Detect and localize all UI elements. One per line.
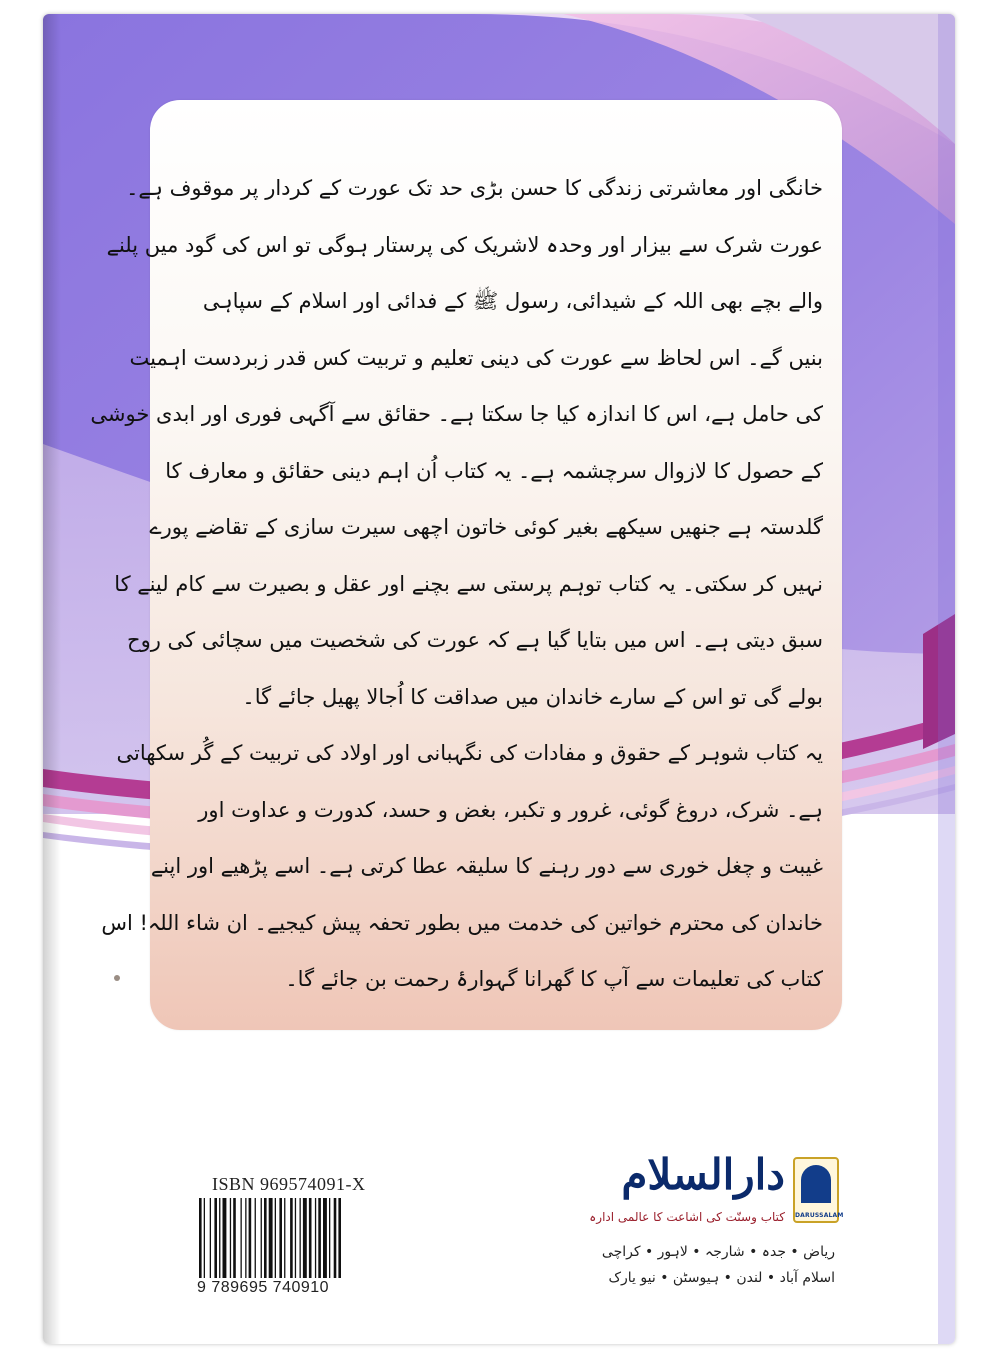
barcode-bar [295, 1198, 296, 1278]
barcode-bar [219, 1198, 220, 1278]
blurb-line: خاندان کی محترم خواتین کی خدمت میں بطور تحفہ پیش کیجیے۔ ان شاء اللہ! اس [101, 910, 823, 935]
barcode-bar [315, 1198, 316, 1278]
cover-blemish [114, 975, 120, 981]
publisher-block [589, 1150, 855, 1300]
blurb-line: غیبت و چغل خوری سے دور رہنے کا سلیقہ عطا کرتی ہے۔ اسے پڑھیے اور اپنے [150, 854, 823, 878]
blurb-line: کتاب کی تعلیمات سے آپ کا گھرانا گہوارۂ رحمت بن جائے گا۔ [285, 967, 823, 991]
barcode-bar [255, 1198, 256, 1278]
barcode [197, 1198, 375, 1278]
blurb-line: کی حامل ہے، اس کا اندازہ کیا جا سکتا ہے۔ حقائق سے آگہی فوری اور ابدی خوشی [90, 402, 823, 426]
blurb-line: ہے۔ شرک، دروغ گوئی، غرور و تکبر، بغض و حسد، کدورت و عداوت اور [198, 797, 823, 822]
blurb-line: بنیں گے۔ اس لحاظ سے عورت کی دینی تعلیم و تربیت کس قدر زبردست اہمیت [129, 345, 823, 370]
publisher-logo-icon [793, 1157, 844, 1223]
barcode-bar [300, 1198, 301, 1278]
barcode-bar [214, 1198, 217, 1278]
barcode-bar [338, 1198, 341, 1278]
barcode-bar [245, 1198, 246, 1278]
publisher-cities-line-1: ریاض • جدہ • شارجہ • لاہور • کراچی [601, 1244, 835, 1260]
barcode-bar [223, 1198, 227, 1278]
barcode-bar [334, 1198, 337, 1278]
blurb-line: خانگی اور معاشرتی زندگی کا حسن بڑی حد تک عورت کے کردار پر موقوف ہے۔ [126, 176, 823, 200]
blurb-line: والے بچے بھی اللہ کے شیدائی، رسول ﷺ کے فدائی اور اسلام کے سپاہی [202, 289, 823, 313]
barcode-bar [264, 1198, 267, 1278]
spine-shadow [43, 14, 61, 1344]
blurb-line: عورت شرک سے بیزار اور وحدہ لاشریک کی پرستار ہوگی تو اس کی گود میں پلنے [106, 232, 823, 257]
barcode-bar [199, 1198, 202, 1278]
barcode-bar [290, 1198, 293, 1278]
mosque-arch-icon [801, 1165, 831, 1203]
publisher-name: دارالسلام [621, 1150, 785, 1199]
publisher-cities-line-2: اسلام آباد • لندن • ہیوسٹن • نیو یارک [608, 1270, 835, 1286]
barcode-bar [303, 1198, 307, 1278]
barcode-bar [323, 1198, 327, 1278]
barcode-bar [230, 1198, 231, 1278]
publisher-tagline: کتاب وسنّت کی اشاعت کا عالمی ادارہ [589, 1210, 785, 1224]
barcode-bar [269, 1198, 273, 1278]
barcode-bar [309, 1198, 312, 1278]
barcode-bar [241, 1198, 242, 1278]
barcode-bar [204, 1198, 205, 1278]
blurb-line: یہ کتاب شوہر کے حقوق و مفادات کی نگہبانی اور اولاد کی تربیت کے گُر سکھاتی [116, 741, 823, 765]
blurb-line: نہیں کر سکتی۔ یہ کتاب توہم پرستی سے بچنے اور عقل و بصیرت سے کام لینے کا [114, 571, 823, 596]
barcode-bar [318, 1198, 321, 1278]
barcode-bar [233, 1198, 236, 1278]
publisher-emblem-label: DARUSSALAM [795, 1212, 844, 1219]
blurb-line: سبق دیتی ہے۔ اس میں بتایا گیا ہے کہ عورت کی شخصیت میں سچائی کی روح [127, 628, 823, 652]
barcode-bar [275, 1198, 276, 1278]
blurb-line: گلدستہ ہے جنھیں سیکھے بغیر کوئی خاتون اچھی سیرت سازی کے تقاضے پورے [149, 515, 823, 539]
barcode-bar [284, 1198, 285, 1278]
barcode-bar [261, 1198, 262, 1278]
isbn-label: ISBN 969574091-X [212, 1174, 366, 1194]
barcode-bar [279, 1198, 282, 1278]
blurb-line: کے حصول کا لازوال سرچشمہ ہے۔ یہ کتاب اُن اہم دینی حقائق و معارف کا [165, 458, 823, 483]
barcode-bar [329, 1198, 330, 1278]
blurb-text [90, 160, 823, 1008]
barcode-bar [210, 1198, 211, 1278]
barcode-bar [249, 1198, 252, 1278]
blurb-line: بولے گی تو اس کے سارے خاندان میں صداقت کا اُجالا پھیل جائے گا۔ [242, 684, 823, 709]
barcode-digits: 9 789695 740910 [197, 1279, 330, 1296]
